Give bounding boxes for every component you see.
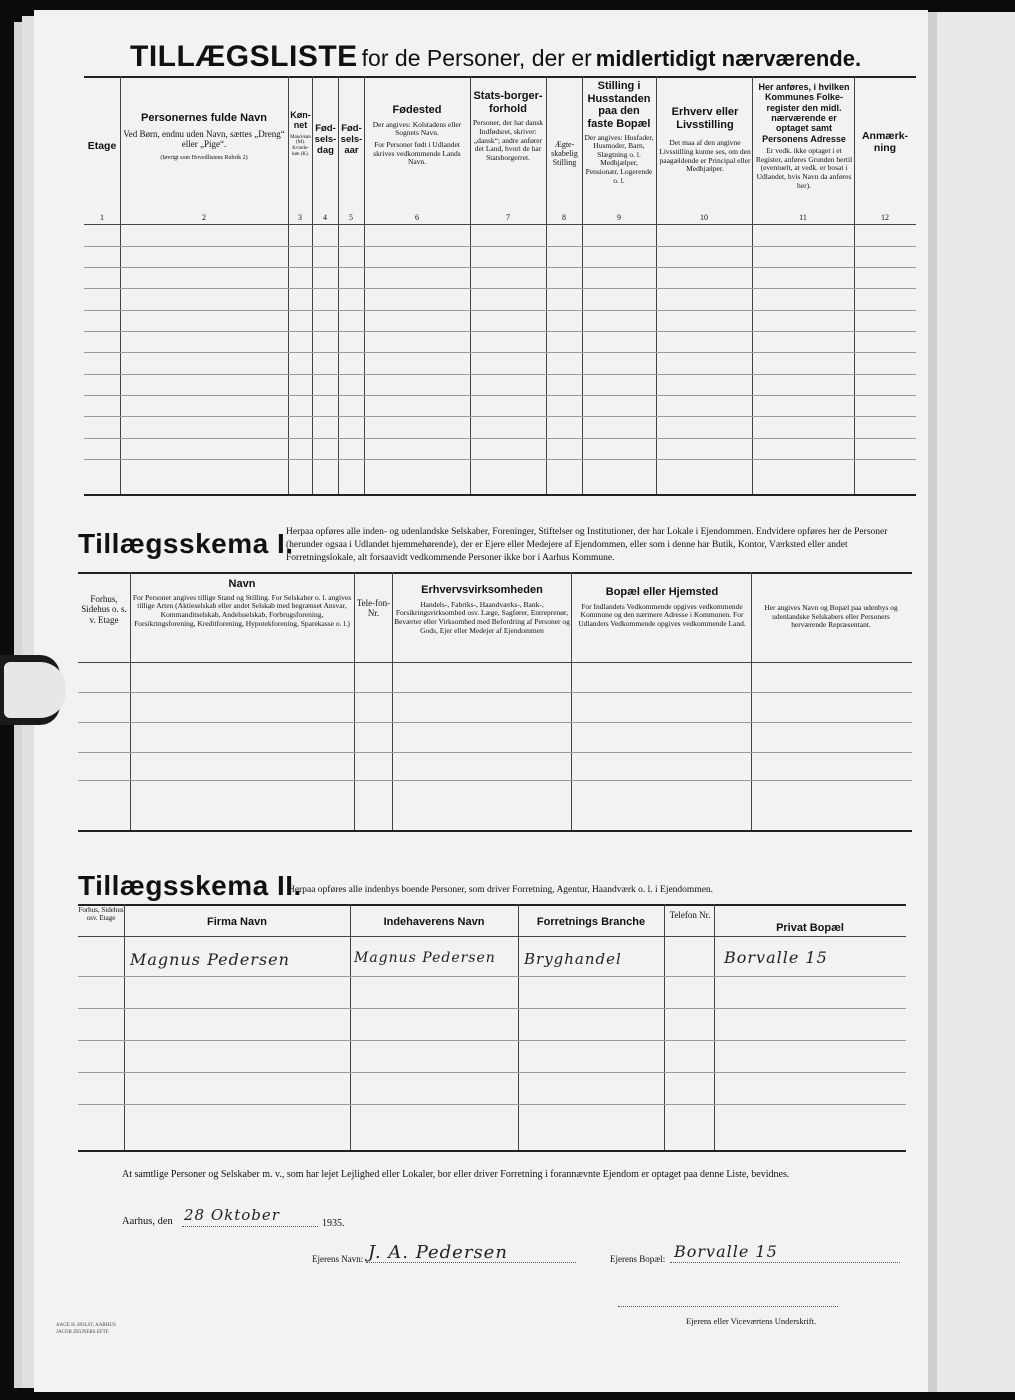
table1-col-divider — [582, 76, 583, 494]
t2-col-etage: Forhus, Sidehus o. s. v. Etage — [81, 594, 127, 625]
col-birthplace-head: Fødested — [392, 104, 442, 116]
table1-row-line — [84, 267, 916, 268]
t3-col-firm: Firma Navn — [207, 916, 267, 928]
table1-row-line — [84, 395, 916, 396]
table1-title — [130, 40, 861, 74]
col-number: 8 — [562, 213, 566, 222]
col-sex-head: Køn-net — [290, 110, 311, 131]
table1-row-line — [84, 246, 916, 247]
col-occupation — [658, 106, 752, 174]
owner-name-label: Ejerens Navn: — [312, 1254, 364, 1264]
table2-bottom-border — [78, 830, 912, 832]
signature-line — [618, 1306, 838, 1307]
t2-col-residence-sub: For Indlandets Vedkommende opgives vedkommende Kommune og den nærmere Adresse i Kommunen. For Udlandets Vedkommende opgives vedkommende Land. — [578, 601, 746, 628]
col-registry-head: Her anføres, i hvilken Kommunes Folke-register den midl. nærværende er optaget samt Personens Adresse — [758, 82, 850, 144]
col-number: 9 — [617, 213, 621, 222]
table3-row-line — [78, 1072, 906, 1073]
form-page — [34, 10, 928, 1392]
entry-firm-name: Magnus Pedersen — [130, 950, 290, 969]
owner-name-handwritten: J. A. Pedersen — [368, 1242, 508, 1263]
table1-row-line — [84, 331, 916, 332]
col-sex-sub: Mand-køn (M). Kvinde-køn (K). — [290, 134, 311, 157]
table2-title: Tillægsskema I. — [78, 528, 294, 559]
place-label: Aarhus, den — [122, 1216, 173, 1227]
col-remarks: Anmærk-ning — [861, 130, 909, 155]
table3-bottom-border — [78, 1150, 906, 1152]
table3-col-divider — [664, 904, 665, 1150]
col-full-name-sub2: (Iøvrigt som Hovedlistens Rubrik 2) — [160, 155, 248, 162]
t3-col-owner: Indehaverens Navn — [383, 916, 485, 928]
table1-col-divider — [120, 76, 121, 494]
t2-col-residence-head: Bopæl eller Hjemsted — [605, 586, 719, 598]
col-birthplace — [366, 104, 468, 167]
col-number: 5 — [349, 213, 353, 222]
t2-col-name-sub: For Personer angives tillige Stand og Stilling. For Selskaber o. l. angives tillige Arten (Aktieselskab eller andet Selskab med begrænset Ansvar, Kommanditselskab, Andelsselskab, Forbrugsforening, Forsikringsforening, Kreditforening, Hypotekforening, Sparekasse o. l.) — [132, 592, 352, 628]
table3-row-line — [78, 1104, 906, 1105]
col-number: 7 — [506, 213, 510, 222]
col-birth-year: Fød-sels-aar — [340, 123, 363, 156]
table3-col-divider — [714, 904, 715, 1150]
t2-col-residence — [574, 586, 750, 629]
table3-top-border — [78, 904, 906, 906]
table3-row-line — [78, 1040, 906, 1041]
declaration-text: At samtlige Personer og Selskaber m. v., som har lejet Lejlighed eller Lokaler, bor eller driver Forretning i forannævnte Ejendom er optaget paa denne Liste, bevidnes. — [122, 1169, 790, 1180]
col-number: 3 — [298, 213, 302, 222]
col-birthplace-sub2: For Personer født i Udlandet skrives vedkommende Lands Navn. — [373, 139, 461, 167]
table1-row-line — [84, 459, 916, 460]
col-number: 10 — [700, 213, 708, 222]
table2-col-divider — [392, 572, 393, 830]
t2-col-name — [132, 578, 352, 628]
date-handwritten: 28 Oktober — [184, 1206, 280, 1224]
t2-col-name-head: Navn — [228, 578, 256, 590]
t3-col-phone: Telefon Nr. — [669, 910, 711, 920]
col-birthplace-sub: Der angives: Kolstadens eller Sognets Navn. — [372, 119, 462, 138]
table1-row-line — [84, 416, 916, 417]
table1-row-line — [84, 310, 916, 311]
col-full-name — [122, 112, 286, 162]
table1-col-divider — [752, 76, 753, 494]
col-number: 2 — [202, 213, 206, 222]
table3-title: Tillægsskema II. — [78, 870, 302, 901]
table1-col-divider — [656, 76, 657, 494]
t2-col-business — [394, 584, 570, 635]
t2-col-representative: Her angives Navn og Bopæl paa udenbys og udenlandske Selskabers eller Personers herværende Repræsentant. — [764, 603, 898, 630]
table2-row-line — [78, 692, 912, 693]
table1-col-divider — [854, 76, 855, 494]
book-gutter — [928, 12, 937, 1392]
t2-col-phone: Tele-fon-Nr. — [356, 598, 391, 619]
owner-name-line — [366, 1262, 576, 1263]
col-number: 11 — [799, 213, 807, 222]
year-label: 1935. — [322, 1218, 345, 1229]
col-full-name-sub: Ved Børn, endnu uden Navn, sættes „Dreng“ eller „Pige“. — [123, 128, 285, 149]
col-number: 4 — [323, 213, 327, 222]
table2-col-divider — [751, 572, 752, 830]
table1-col-divider — [546, 76, 547, 494]
col-household-head: Stilling i Husstanden paa den faste Bopæl — [587, 80, 651, 130]
table3-row-line — [78, 1008, 906, 1009]
table1-col-divider — [470, 76, 471, 494]
table3-intro: Herpaa opføres alle indenbys boende Personer, som driver Forretning, Agentur, Haandværk o. l. i Ejendommen. — [288, 885, 714, 895]
entry-private-address: Borvalle 15 — [724, 948, 828, 967]
t3-col-private-address: Privat Bopæl — [776, 922, 844, 934]
col-household-sub: Der angives: Husfader, Husmoder, Barn, Slægtning o. l. Medhjælper, Pensionær, Logerende o. l. — [584, 132, 654, 185]
table2-top-border — [78, 572, 912, 574]
col-marital: Ægte-skabelig Stilling — [551, 140, 578, 168]
t3-col-branch: Forretnings Branche — [536, 916, 646, 928]
table3-col-divider — [350, 904, 351, 1150]
col-full-name-head: Personernes fulde Navn — [141, 112, 267, 124]
col-occupation-sub: Det maa af den angivne Livsstilling kunne ses, om den paagældende er Principal eller Medhjælper. — [659, 138, 751, 174]
table1-col-divider — [364, 76, 365, 494]
col-registry — [755, 82, 853, 190]
t2-col-business-head: Erhvervsvirksomheden — [421, 584, 543, 596]
facing-page — [928, 12, 1015, 1392]
table3-row-line — [78, 976, 906, 977]
table1-top-border — [84, 76, 916, 78]
table2-row-line — [78, 780, 912, 781]
col-occupation-head: Erhverv eller Livsstilling — [671, 106, 739, 131]
col-citizenship-sub: Personer, der har dansk Indfødsret, skriver: „dansk“; andre anfører det Land, hvori de har Statsborgerret. — [472, 118, 544, 162]
col-registry-sub: Er vedk. ikke optaget i et Register, anføres Grunden hertil (eventuelt, at vedk. er bosat i Udlandet, hvis Navn da anføres her). — [755, 146, 853, 190]
col-etage: Etage — [87, 140, 117, 152]
table2-intro: Herpaa opføres alle inden- og udenlandske Selskaber, Foreninger, Stiftelser og Institutioner, der har Lokale i Ejendommen. Endvidere opføres her de Personer (herunder ogsaa i Udlandet hjemmehørende), der er Ejere eller Medejere af Ejendommen, eller som i denne har Butik, Kontor, Værksted eller andet Forretningslokale, alt forsaavidt vedkommende Personer ikke bor i Aarhus Kommune. — [286, 527, 888, 563]
col-citizenship-head: Stats-borger-forhold — [473, 90, 543, 115]
entry-owner-name: Magnus Pedersen — [354, 950, 496, 966]
table2-col-divider — [571, 572, 572, 830]
table2-row-line — [78, 752, 912, 753]
signature-label: Ejerens eller Viceværtens Underskrift. — [686, 1316, 817, 1326]
table2-row-line — [78, 722, 912, 723]
table3-header-border — [78, 936, 906, 937]
date-line — [182, 1226, 318, 1227]
table3-col-divider — [124, 904, 125, 1150]
owner-address-line — [670, 1262, 900, 1263]
title-temporary: midlertidigt nærværende. — [595, 46, 862, 71]
col-sex — [289, 110, 312, 158]
table1-row-line — [84, 352, 916, 353]
owner-address-label: Ejerens Bopæl: — [610, 1254, 666, 1264]
table1-bottom-border — [84, 494, 916, 496]
t3-col-etage: Forhus, Sidehus osv. Etage — [78, 906, 124, 923]
owner-address-handwritten: Borvalle 15 — [674, 1242, 778, 1261]
table1-header-border — [84, 224, 916, 225]
col-birth-day: Fød-sels-dag — [314, 123, 337, 156]
col-number: 6 — [415, 213, 419, 222]
col-household-position — [584, 80, 654, 185]
t2-col-business-sub: Handels-, Fabriks-, Haandværks-, Bank-, Forsikringsvirksomhed osv. Læge, Sagfører, Entreprenør, Beværter eller Virksomhed med Befordring af Personer og Gods, Ejer eller Medejer af Ejendommen — [394, 599, 570, 635]
title-middle: for de Personer, der er — [361, 45, 592, 71]
col-citizenship — [472, 90, 544, 162]
title-tillaegsliste: TILLÆGSLISTE — [130, 40, 358, 73]
table3-col-divider — [518, 904, 519, 1150]
col-number: 12 — [881, 213, 889, 222]
printer-mark: AAGE H. HOLST, AARHUS JACOB ZEUNERS EFTF. — [56, 1323, 116, 1335]
table2-header-border — [78, 662, 912, 663]
table2-col-divider — [130, 572, 131, 830]
col-number: 1 — [100, 213, 104, 222]
table1-row-line — [84, 374, 916, 375]
table1-row-line — [84, 288, 916, 289]
entry-branch: Bryghandel — [524, 950, 622, 968]
folded-paper-tab — [4, 662, 66, 718]
table1-row-line — [84, 438, 916, 439]
